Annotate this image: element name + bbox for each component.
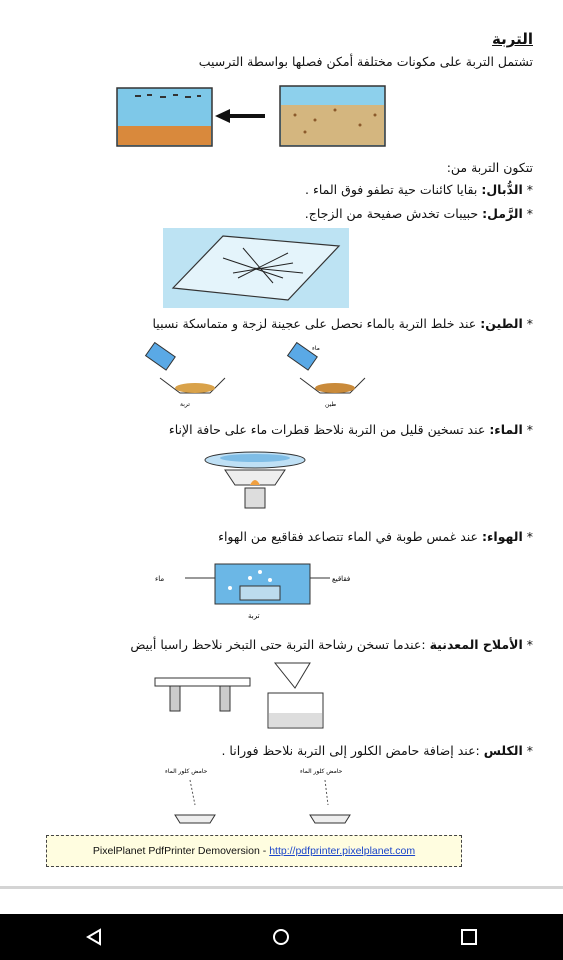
mixed-soil [281, 105, 384, 145]
brick [240, 586, 280, 600]
water-drops [220, 454, 290, 462]
home-button[interactable] [261, 917, 301, 957]
divider [0, 886, 563, 889]
item-sand [305, 206, 533, 221]
heating-figure [195, 440, 315, 515]
acid-drop-right [325, 780, 328, 805]
composition-heading: تتكون التربة من: [446, 160, 533, 175]
label-water: ماء [312, 345, 320, 352]
acid-drop-left [190, 780, 195, 805]
label-acid-right: حامض كلور الماء [300, 768, 343, 775]
item-text: :عند إضافة حامض الكلور إلى التربة نلاحظ فورانا . [221, 743, 480, 758]
item-air [218, 529, 533, 544]
item-text: بقايا كائنات حية تطفو فوق الماء . [305, 182, 478, 197]
item-label: الماء: [489, 422, 523, 437]
label-acid-left: حامض كلور الماء [165, 768, 208, 775]
soil-left [175, 383, 215, 393]
sedimentation-figure [115, 80, 390, 150]
bullet: * [526, 743, 533, 758]
recents-icon [460, 928, 478, 946]
glass-plate-figure [163, 228, 349, 308]
label-mud: طين [325, 401, 337, 408]
arrow-head [215, 109, 230, 123]
dish-right [310, 815, 350, 823]
intro-text: تشتمل التربة على مكونات مختلفة أمكن فصلها بواسطة الترسيب [198, 54, 533, 69]
acid-figure [160, 765, 375, 827]
bullet: * [526, 637, 533, 652]
item-text: حبيبات تخدش صفيحة من الزجاج. [304, 206, 479, 221]
demo-footer [46, 835, 462, 867]
item-label: الكلس [483, 743, 523, 758]
bottle-left [146, 343, 176, 370]
item-label: الدُّبال: [481, 182, 523, 197]
bullet: * [526, 206, 533, 221]
dish-left [155, 678, 250, 686]
label-water: ماء [155, 575, 165, 583]
item-humus [305, 182, 533, 197]
item-text: عند غمس طوبة في الماء تتصاعد فقاقيع من الهواء [218, 529, 479, 544]
funnel [275, 663, 310, 688]
filtrate [269, 713, 322, 727]
bullet: * [526, 422, 533, 437]
label-brick: تربة [248, 612, 260, 620]
burner-1 [170, 686, 180, 711]
item-mineral-salts [130, 637, 533, 652]
navigation-bar [0, 914, 563, 960]
item-water [169, 422, 533, 437]
air-figure [150, 558, 375, 624]
label-soil: تربة [180, 401, 190, 408]
burner-2 [220, 686, 230, 711]
label-bubbles: فقاقيع [332, 575, 351, 583]
back-button[interactable] [74, 917, 114, 957]
item-text: عند تسخين قليل من التربة نلاحظ قطرات ماء على حافة الإناء [168, 422, 486, 437]
recents-button[interactable] [449, 917, 489, 957]
item-text: عند خلط التربة بالماء نحصل على عجينة لزجة و متماسكة نسبيا [152, 316, 477, 331]
mud-right [315, 383, 355, 393]
clay-figure [140, 338, 370, 408]
footer-link[interactable]: http://pdfprinter.pixelplanet.com [269, 845, 416, 857]
dish-left [175, 815, 215, 823]
bullet: * [526, 316, 533, 331]
item-label: الطين: [480, 316, 523, 331]
item-label: الهواء: [482, 529, 523, 544]
item-limestone [221, 743, 533, 758]
item-text: :عندما تسخن رشاحة التربة حتى التبخر نلاحظ راسبا أبيض [130, 637, 426, 652]
item-clay [152, 316, 533, 331]
home-icon [271, 927, 291, 947]
bullet: * [526, 182, 533, 197]
burner [245, 488, 265, 508]
item-label: الأملاح المعدنية [429, 637, 523, 652]
footer-text: PixelPlanet PdfPrinter Demoversion - [92, 845, 267, 857]
evaporation-figure [150, 658, 365, 738]
item-label: الرَّمل: [482, 206, 523, 221]
bullet: * [526, 529, 533, 544]
page-title: التربة [492, 30, 533, 48]
back-icon [86, 928, 102, 946]
settled-sediment [118, 126, 211, 145]
